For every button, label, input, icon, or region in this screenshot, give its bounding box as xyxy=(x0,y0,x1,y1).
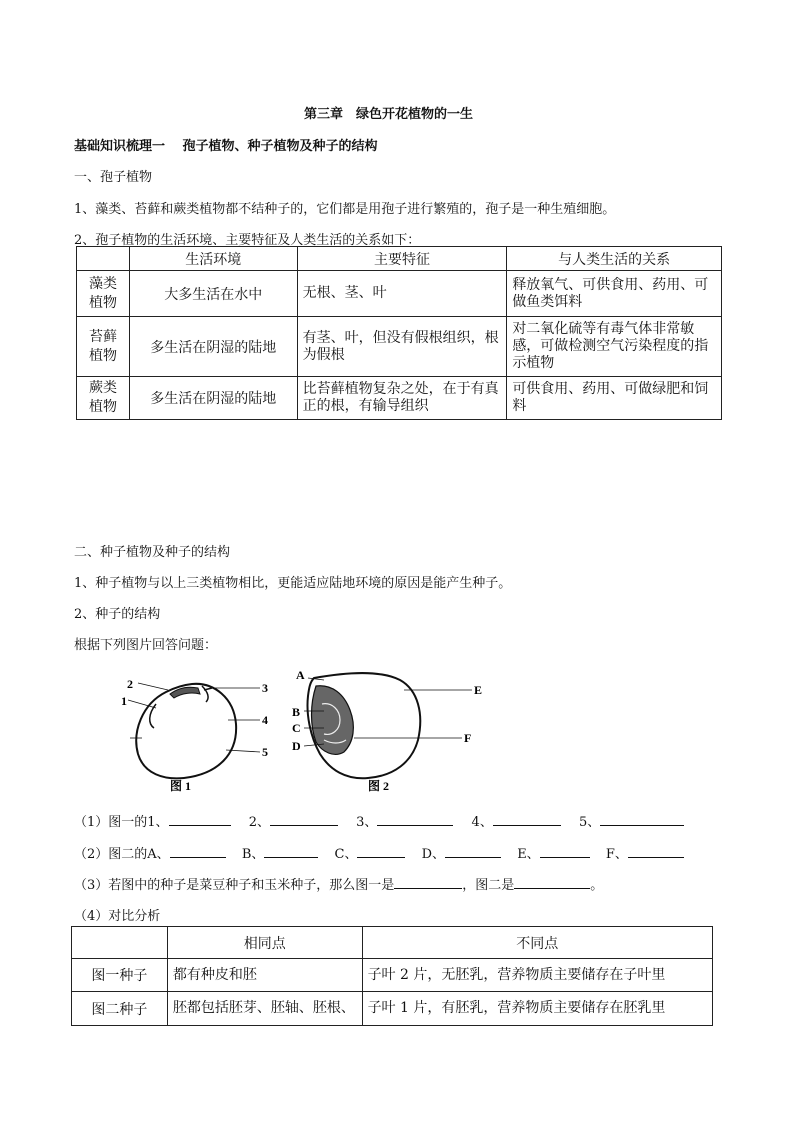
answer-blank[interactable] xyxy=(169,812,231,826)
part1-paragraph-1: 1、藻类、苔藓和蕨类植物都不结种子的，它们都是用孢子进行繁殖的，孢子是一种生殖细胞。 xyxy=(74,202,616,217)
answer-blank[interactable] xyxy=(357,844,405,858)
table-header-cell: 生活环境 xyxy=(129,247,297,271)
answer-blank[interactable] xyxy=(377,812,453,826)
table-header-cell: 相同点 xyxy=(167,927,362,959)
q2-item: E、 xyxy=(517,847,540,862)
answer-blank[interactable] xyxy=(600,812,684,826)
fig1-label-2: 2 xyxy=(127,677,133,691)
fig2-label-a: A xyxy=(296,668,305,682)
q2-item: C、 xyxy=(334,847,358,862)
table-row xyxy=(77,377,722,420)
answer-blank[interactable] xyxy=(445,844,501,858)
corn-seed-drawing xyxy=(308,673,421,778)
q1-item: 4、 xyxy=(471,815,493,830)
same-cell: 都有种皮和胚 xyxy=(167,959,362,992)
question-3 xyxy=(74,874,603,893)
answer-blank[interactable] xyxy=(394,875,462,889)
fig2-label-d: D xyxy=(292,739,301,753)
table-header-row xyxy=(72,927,713,959)
answer-blank[interactable] xyxy=(170,844,226,858)
answer-blank[interactable] xyxy=(628,844,684,858)
part2-paragraph-2: 2、种子的结构 xyxy=(74,607,161,622)
fig1-label-3: 3 xyxy=(262,681,268,695)
plant-name-cell: 蕨类植物 xyxy=(77,377,130,420)
table-header-cell xyxy=(77,247,130,271)
question-2 xyxy=(74,843,684,862)
q1-prefix: （1）图一的 xyxy=(74,815,148,830)
part2-paragraph-1: 1、种子植物与以上三类植物相比，更能适应陆地环境的原因是能产生种子。 xyxy=(74,576,512,591)
fig1-label-4: 4 xyxy=(262,713,268,727)
relation-cell: 可供食用、药用、可做绿肥和饲料 xyxy=(507,377,722,420)
fig2-label-b: B xyxy=(292,705,301,719)
fig2-label-f: F xyxy=(464,731,472,745)
env-cell: 多生活在阴湿的陆地 xyxy=(129,317,297,377)
q3-text-b: ，图二是 xyxy=(462,878,515,893)
table-row xyxy=(72,959,713,992)
q2-prefix: （2）图二的 xyxy=(74,847,148,862)
env-cell: 大多生活在水中 xyxy=(129,271,297,317)
q1-item: 1、 xyxy=(147,815,169,830)
answer-blank[interactable] xyxy=(540,844,590,858)
answer-blank[interactable] xyxy=(514,875,590,889)
fig2-label-c: C xyxy=(292,721,301,735)
answer-blank[interactable] xyxy=(264,844,318,858)
fig2-label-e: E xyxy=(474,683,483,697)
part1-heading: 一、孢子植物 xyxy=(74,170,153,185)
fig1-label-1: 1 xyxy=(121,694,127,708)
fig2-caption: 图 2 xyxy=(368,779,390,793)
page-title: 第三章 绿色开花植物的一生 xyxy=(304,107,474,122)
seed-name-cell: 图二种子 xyxy=(72,992,168,1026)
q3-text-c: 。 xyxy=(590,878,604,893)
env-cell: 多生活在阴湿的陆地 xyxy=(129,377,297,420)
seed-structure-figure xyxy=(118,664,498,794)
bean-seed-drawing xyxy=(136,684,236,779)
spore-plants-table xyxy=(76,246,722,420)
table-header-cell: 与人类生活的关系 xyxy=(507,247,722,271)
part2-paragraph-3: 根据下列图片回答问题： xyxy=(74,638,218,653)
table-row xyxy=(77,271,722,317)
seed-comparison-table xyxy=(71,926,713,1026)
feature-cell: 无根、茎、叶 xyxy=(297,271,507,317)
same-cell: 胚都包括胚芽、胚轴、胚根、 xyxy=(167,992,362,1026)
q1-item: 2、 xyxy=(248,815,270,830)
fig1-caption: 图 1 xyxy=(170,779,192,793)
q2-item: F、 xyxy=(605,847,628,862)
answer-blank[interactable] xyxy=(270,812,338,826)
table-header-row xyxy=(77,247,722,271)
diff-cell: 子叶 1 片，有胚乳，营养物质主要储存在胚乳里 xyxy=(362,992,712,1026)
q2-item: B、 xyxy=(241,847,265,862)
relation-cell: 释放氧气、可供食用、药用、可做鱼类饵料 xyxy=(507,271,722,317)
q2-item: D、 xyxy=(421,847,446,862)
q2-item: A、 xyxy=(147,847,170,862)
table-header-cell xyxy=(72,927,168,959)
question-4: （4）对比分析 xyxy=(74,909,161,924)
q3-text-a: （3）若图中的种子是菜豆种子和玉米种子，那么图一是 xyxy=(74,878,395,893)
plant-name-cell: 藻类植物 xyxy=(77,271,130,317)
answer-blank[interactable] xyxy=(493,812,561,826)
q1-item: 3、 xyxy=(356,815,378,830)
table-header-cell: 不同点 xyxy=(362,927,712,959)
table-header-cell: 主要特征 xyxy=(297,247,507,271)
section-heading: 基础知识梳理一 孢子植物、种子植物及种子的结构 xyxy=(74,139,378,154)
question-1 xyxy=(74,811,684,830)
seed-name-cell: 图一种子 xyxy=(72,959,168,992)
plant-name-cell: 苔藓植物 xyxy=(77,317,130,377)
relation-cell: 对二氧化硫等有毒气体非常敏感，可做检测空气污染程度的指示植物 xyxy=(507,317,722,377)
fig1-label-5: 5 xyxy=(262,745,268,759)
q1-item: 5、 xyxy=(578,815,601,830)
part1-paragraph-2: 2、孢子植物的生活环境、主要特征及人类生活的关系如下： xyxy=(74,233,421,248)
feature-cell: 比苔藓植物复杂之处，在于有真正的根，有输导组织 xyxy=(297,377,507,420)
feature-cell: 有茎、叶，但没有假根组织，根为假根 xyxy=(297,317,507,377)
diff-cell: 子叶 2 片，无胚乳，营养物质主要储存在子叶里 xyxy=(362,959,712,992)
part2-heading: 二、种子植物及种子的结构 xyxy=(74,545,231,560)
table-row xyxy=(77,317,722,377)
table-row xyxy=(72,992,713,1026)
